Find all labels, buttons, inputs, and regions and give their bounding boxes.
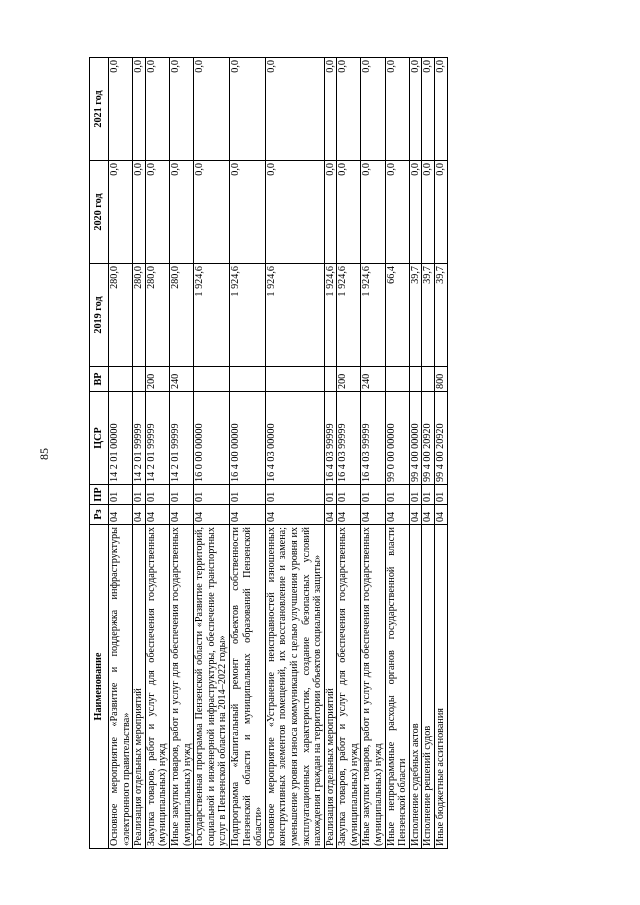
budget-table <box>89 57 448 849</box>
table-row <box>229 58 265 849</box>
cell-name: Иные закупки товаров, работ и услуг для обеспечения государственных (муниципальных) нужд <box>361 525 385 849</box>
cell-2021: 0,0 <box>265 58 324 161</box>
cell-vr: 200 <box>145 367 169 392</box>
cell-pr: 01 <box>324 485 337 505</box>
col-header-2019: 2019 год <box>90 264 109 367</box>
cell-2020: 0,0 <box>169 161 193 264</box>
cell-2021: 0,0 <box>409 58 422 161</box>
cell-2021: 0,0 <box>145 58 169 161</box>
cell-pr: 01 <box>265 485 324 505</box>
col-header-2020: 2020 год <box>90 161 109 264</box>
cell-rz: 04 <box>324 505 337 525</box>
table-row <box>337 58 361 849</box>
cell-2019: 1 924,6 <box>361 264 385 367</box>
cell-vr <box>422 367 435 392</box>
cell-2021: 0,0 <box>133 58 146 161</box>
cell-vr: 200 <box>337 367 361 392</box>
cell-2019: 280,0 <box>169 264 193 367</box>
header-row <box>90 58 109 849</box>
cell-vr: 240 <box>361 367 385 392</box>
cell-csr: 99 4 00 20920 <box>435 392 448 485</box>
cell-rz: 04 <box>229 505 265 525</box>
cell-2021: 0,0 <box>229 58 265 161</box>
cell-name: Подпрограмма «Капитальный ремонт объектов собственности Пензенской области и муниципальных образований Пензенской области» <box>229 525 265 849</box>
cell-2021: 0,0 <box>337 58 361 161</box>
cell-2019: 1 924,6 <box>337 264 361 367</box>
cell-2019: 1 924,6 <box>194 264 230 367</box>
cell-2019: 1 924,6 <box>229 264 265 367</box>
cell-2020: 0,0 <box>337 161 361 264</box>
cell-csr: 99 4 00 00000 <box>409 392 422 485</box>
cell-2019: 66,4 <box>385 264 409 367</box>
cell-csr: 14 2 01 00000 <box>109 392 133 485</box>
cell-csr: 14 2 01 99999 <box>133 392 146 485</box>
cell-2019: 280,0 <box>145 264 169 367</box>
cell-name: Закупка товаров, работ и услуг для обеспечения государственных (муниципальных) нужд <box>145 525 169 849</box>
cell-2021: 0,0 <box>109 58 133 161</box>
table-row <box>422 58 435 849</box>
cell-2020: 0,0 <box>109 161 133 264</box>
cell-pr: 01 <box>194 485 230 505</box>
cell-2020: 0,0 <box>133 161 146 264</box>
cell-rz: 04 <box>409 505 422 525</box>
cell-2021: 0,0 <box>324 58 337 161</box>
cell-2019: 1 924,6 <box>324 264 337 367</box>
table-row <box>265 58 324 849</box>
table-row <box>361 58 385 849</box>
cell-vr: 800 <box>435 367 448 392</box>
cell-rz: 04 <box>133 505 146 525</box>
col-header-vr: ВР <box>90 367 109 392</box>
cell-2020: 0,0 <box>194 161 230 264</box>
cell-2020: 0,0 <box>422 161 435 264</box>
cell-csr: 99 4 00 20920 <box>422 392 435 485</box>
cell-name: Иные закупки товаров, работ и услуг для обеспечения государственных (муниципальных) нужд <box>169 525 193 849</box>
cell-2021: 0,0 <box>194 58 230 161</box>
cell-2020: 0,0 <box>229 161 265 264</box>
cell-name: Основное мероприятие «Развитие и поддержка инфраструктуры «электронного правительства» <box>109 525 133 849</box>
table-row <box>385 58 409 849</box>
cell-csr: 16 4 00 00000 <box>229 392 265 485</box>
table-row <box>435 58 448 849</box>
cell-2020: 0,0 <box>385 161 409 264</box>
cell-csr: 16 4 03 00000 <box>265 392 324 485</box>
cell-vr <box>265 367 324 392</box>
cell-csr: 16 4 03 99999 <box>324 392 337 485</box>
cell-vr <box>109 367 133 392</box>
cell-rz: 04 <box>435 505 448 525</box>
cell-2020: 0,0 <box>409 161 422 264</box>
col-header-2021: 2021 год <box>90 58 109 161</box>
cell-csr: 99 0 00 00000 <box>385 392 409 485</box>
cell-2021: 0,0 <box>361 58 385 161</box>
cell-csr: 14 2 01 99999 <box>145 392 169 485</box>
cell-2021: 0,0 <box>169 58 193 161</box>
cell-2019: 39,7 <box>422 264 435 367</box>
cell-2021: 0,0 <box>422 58 435 161</box>
cell-vr <box>229 367 265 392</box>
col-header-name: Наименование <box>90 525 109 849</box>
cell-pr: 01 <box>109 485 133 505</box>
table-row <box>409 58 422 849</box>
cell-rz: 04 <box>361 505 385 525</box>
cell-rz: 04 <box>169 505 193 525</box>
table-row <box>324 58 337 849</box>
cell-pr: 01 <box>409 485 422 505</box>
rotated-page <box>89 58 448 849</box>
cell-2020: 0,0 <box>361 161 385 264</box>
cell-vr: 240 <box>169 367 193 392</box>
cell-name: Иные непрограммные расходы органов государственной власти Пензенской области <box>385 525 409 849</box>
cell-2020: 0,0 <box>265 161 324 264</box>
cell-2020: 0,0 <box>435 161 448 264</box>
cell-vr <box>194 367 230 392</box>
cell-name: Реализация отдельных мероприятий <box>133 525 146 849</box>
cell-rz: 04 <box>145 505 169 525</box>
cell-name: Исполнение решений судов <box>422 525 435 849</box>
cell-2021: 0,0 <box>385 58 409 161</box>
cell-csr: 16 4 03 99999 <box>361 392 385 485</box>
cell-vr <box>409 367 422 392</box>
cell-vr <box>133 367 146 392</box>
cell-rz: 04 <box>109 505 133 525</box>
cell-pr: 01 <box>422 485 435 505</box>
table-row <box>194 58 230 849</box>
cell-vr <box>385 367 409 392</box>
col-header-pr: ПР <box>90 485 109 505</box>
cell-pr: 01 <box>133 485 146 505</box>
cell-rz: 04 <box>422 505 435 525</box>
table-row <box>145 58 169 849</box>
table-row <box>133 58 146 849</box>
col-header-csr: ЦСР <box>90 392 109 485</box>
cell-name: Исполнение судебных актов <box>409 525 422 849</box>
cell-vr <box>324 367 337 392</box>
cell-pr: 01 <box>361 485 385 505</box>
cell-name: Иные бюджетные ассигнования <box>435 525 448 849</box>
cell-csr: 14 2 01 99999 <box>169 392 193 485</box>
cell-2019: 280,0 <box>133 264 146 367</box>
cell-csr: 16 4 03 99999 <box>337 392 361 485</box>
cell-2019: 39,7 <box>435 264 448 367</box>
cell-rz: 04 <box>194 505 230 525</box>
cell-pr: 01 <box>435 485 448 505</box>
cell-name: Государственная программа Пензенской области «Развитие территорий, социальной и инженерной инфраструктуры, обеспечение транспортных услуг в Пензенской области на 2014–2022 годы» <box>194 525 230 849</box>
cell-2019: 280,0 <box>109 264 133 367</box>
cell-pr: 01 <box>385 485 409 505</box>
cell-name: Реализация отдельных мероприятий <box>324 525 337 849</box>
cell-2020: 0,0 <box>145 161 169 264</box>
cell-csr: 16 0 00 00000 <box>194 392 230 485</box>
cell-pr: 01 <box>337 485 361 505</box>
cell-rz: 04 <box>337 505 361 525</box>
col-header-rz: Рз <box>90 505 109 525</box>
cell-2021: 0,0 <box>435 58 448 161</box>
table-row <box>169 58 193 849</box>
cell-pr: 01 <box>145 485 169 505</box>
cell-2019: 39,7 <box>409 264 422 367</box>
cell-pr: 01 <box>229 485 265 505</box>
cell-name: Основное мероприятие «Устранение неисправностей изношенных конструктивных элементов помещений, их восстановление и замена; уменьшение уровня износа коммуникаций с целью улучшения уровня их эксплуатационных характеристик, создание безопасных условий нахождения граждан на территории объектов социальной защиты» <box>265 525 324 849</box>
cell-rz: 04 <box>265 505 324 525</box>
cell-rz: 04 <box>385 505 409 525</box>
page-number: 85 <box>37 448 51 460</box>
cell-2020: 0,0 <box>324 161 337 264</box>
cell-name: Закупка товаров, работ и услуг для обеспечения государственных (муниципальных) нужд <box>337 525 361 849</box>
cell-2019: 1 924,6 <box>265 264 324 367</box>
cell-pr: 01 <box>169 485 193 505</box>
table-row <box>109 58 133 849</box>
